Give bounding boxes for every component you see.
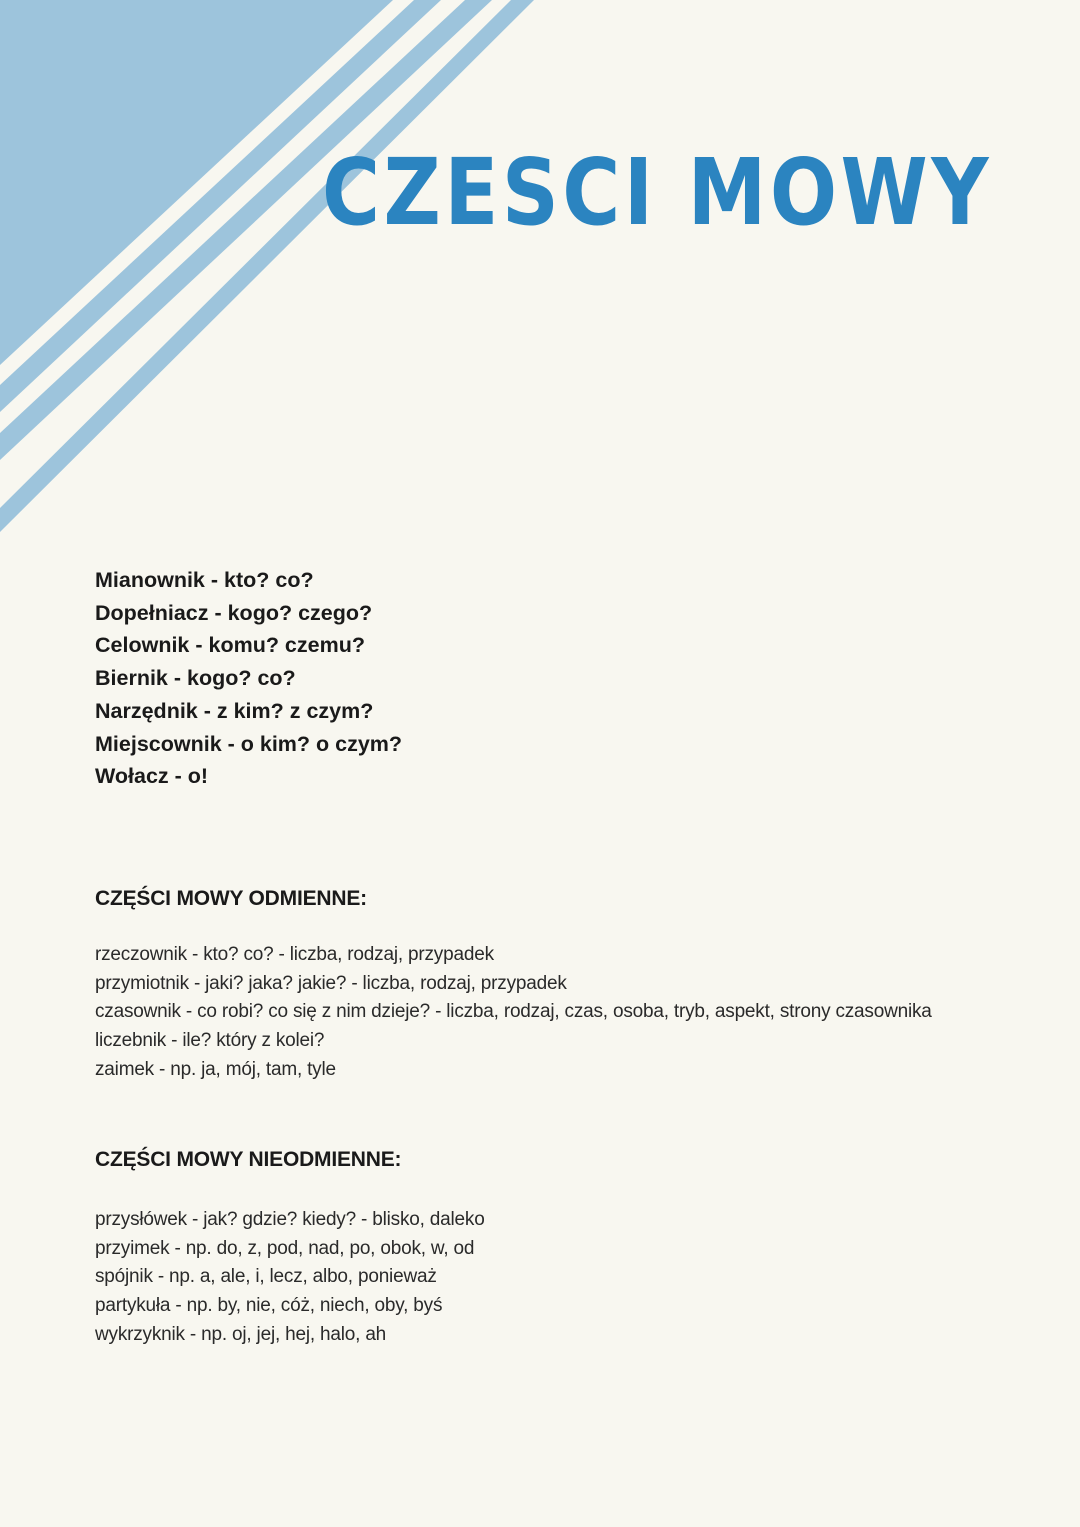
inflected-heading: CZĘŚCI MOWY ODMIENNE: — [95, 887, 367, 910]
page-title: CZESCI MOWY — [322, 139, 992, 246]
list-item: spójnik - np. a, ale, i, lecz, albo, ponieważ — [95, 1266, 437, 1288]
case-item: Wołacz - o! — [95, 764, 209, 789]
case-item: Biernik - kogo? co? — [95, 666, 296, 691]
list-item: zaimek - np. ja, mój, tam, tyle — [95, 1058, 336, 1080]
list-item: rzeczownik - kto? co? - liczba, rodzaj, przypadek — [95, 944, 494, 965]
grammatical-cases-list — [95, 564, 402, 793]
list-item: partykuła - np. by, nie, cóż, niech, oby, byś — [95, 1295, 443, 1317]
case-item: Celownik - komu? czemu? — [95, 633, 365, 658]
list-item: przymiotnik - jaki? jaka? jakie? - liczba, rodzaj, przypadek — [95, 972, 567, 994]
uninflected-parts-list — [95, 1206, 485, 1350]
uninflected-heading: CZĘŚCI MOWY NIEODMIENNE: — [95, 1148, 402, 1171]
case-item: Narzędnik - z kim? z czym? — [95, 698, 374, 723]
list-item: przyimek - np. do, z, pod, nad, po, obok, w, od — [95, 1237, 475, 1259]
list-item: przysłówek - jak? gdzie? kiedy? - blisko, daleko — [95, 1209, 485, 1230]
inflected-parts-list — [95, 941, 932, 1085]
diagonal-stripes-decoration — [0, 0, 540, 540]
case-item: Dopełniacz - kogo? czego? — [95, 600, 373, 625]
case-item: Miejscownik - o kim? o czym? — [95, 731, 403, 756]
list-item: liczebnik - ile? który z kolei? — [95, 1030, 325, 1052]
list-item: wykrzyknik - np. oj, jej, hej, halo, ah — [95, 1323, 387, 1345]
list-item: czasownik - co robi? co się z nim dzieje? - liczba, rodzaj, czas, osoba, tryb, aspekt, strony czasownika — [95, 1001, 932, 1023]
case-item: Mianownik - kto? co? — [95, 568, 314, 592]
